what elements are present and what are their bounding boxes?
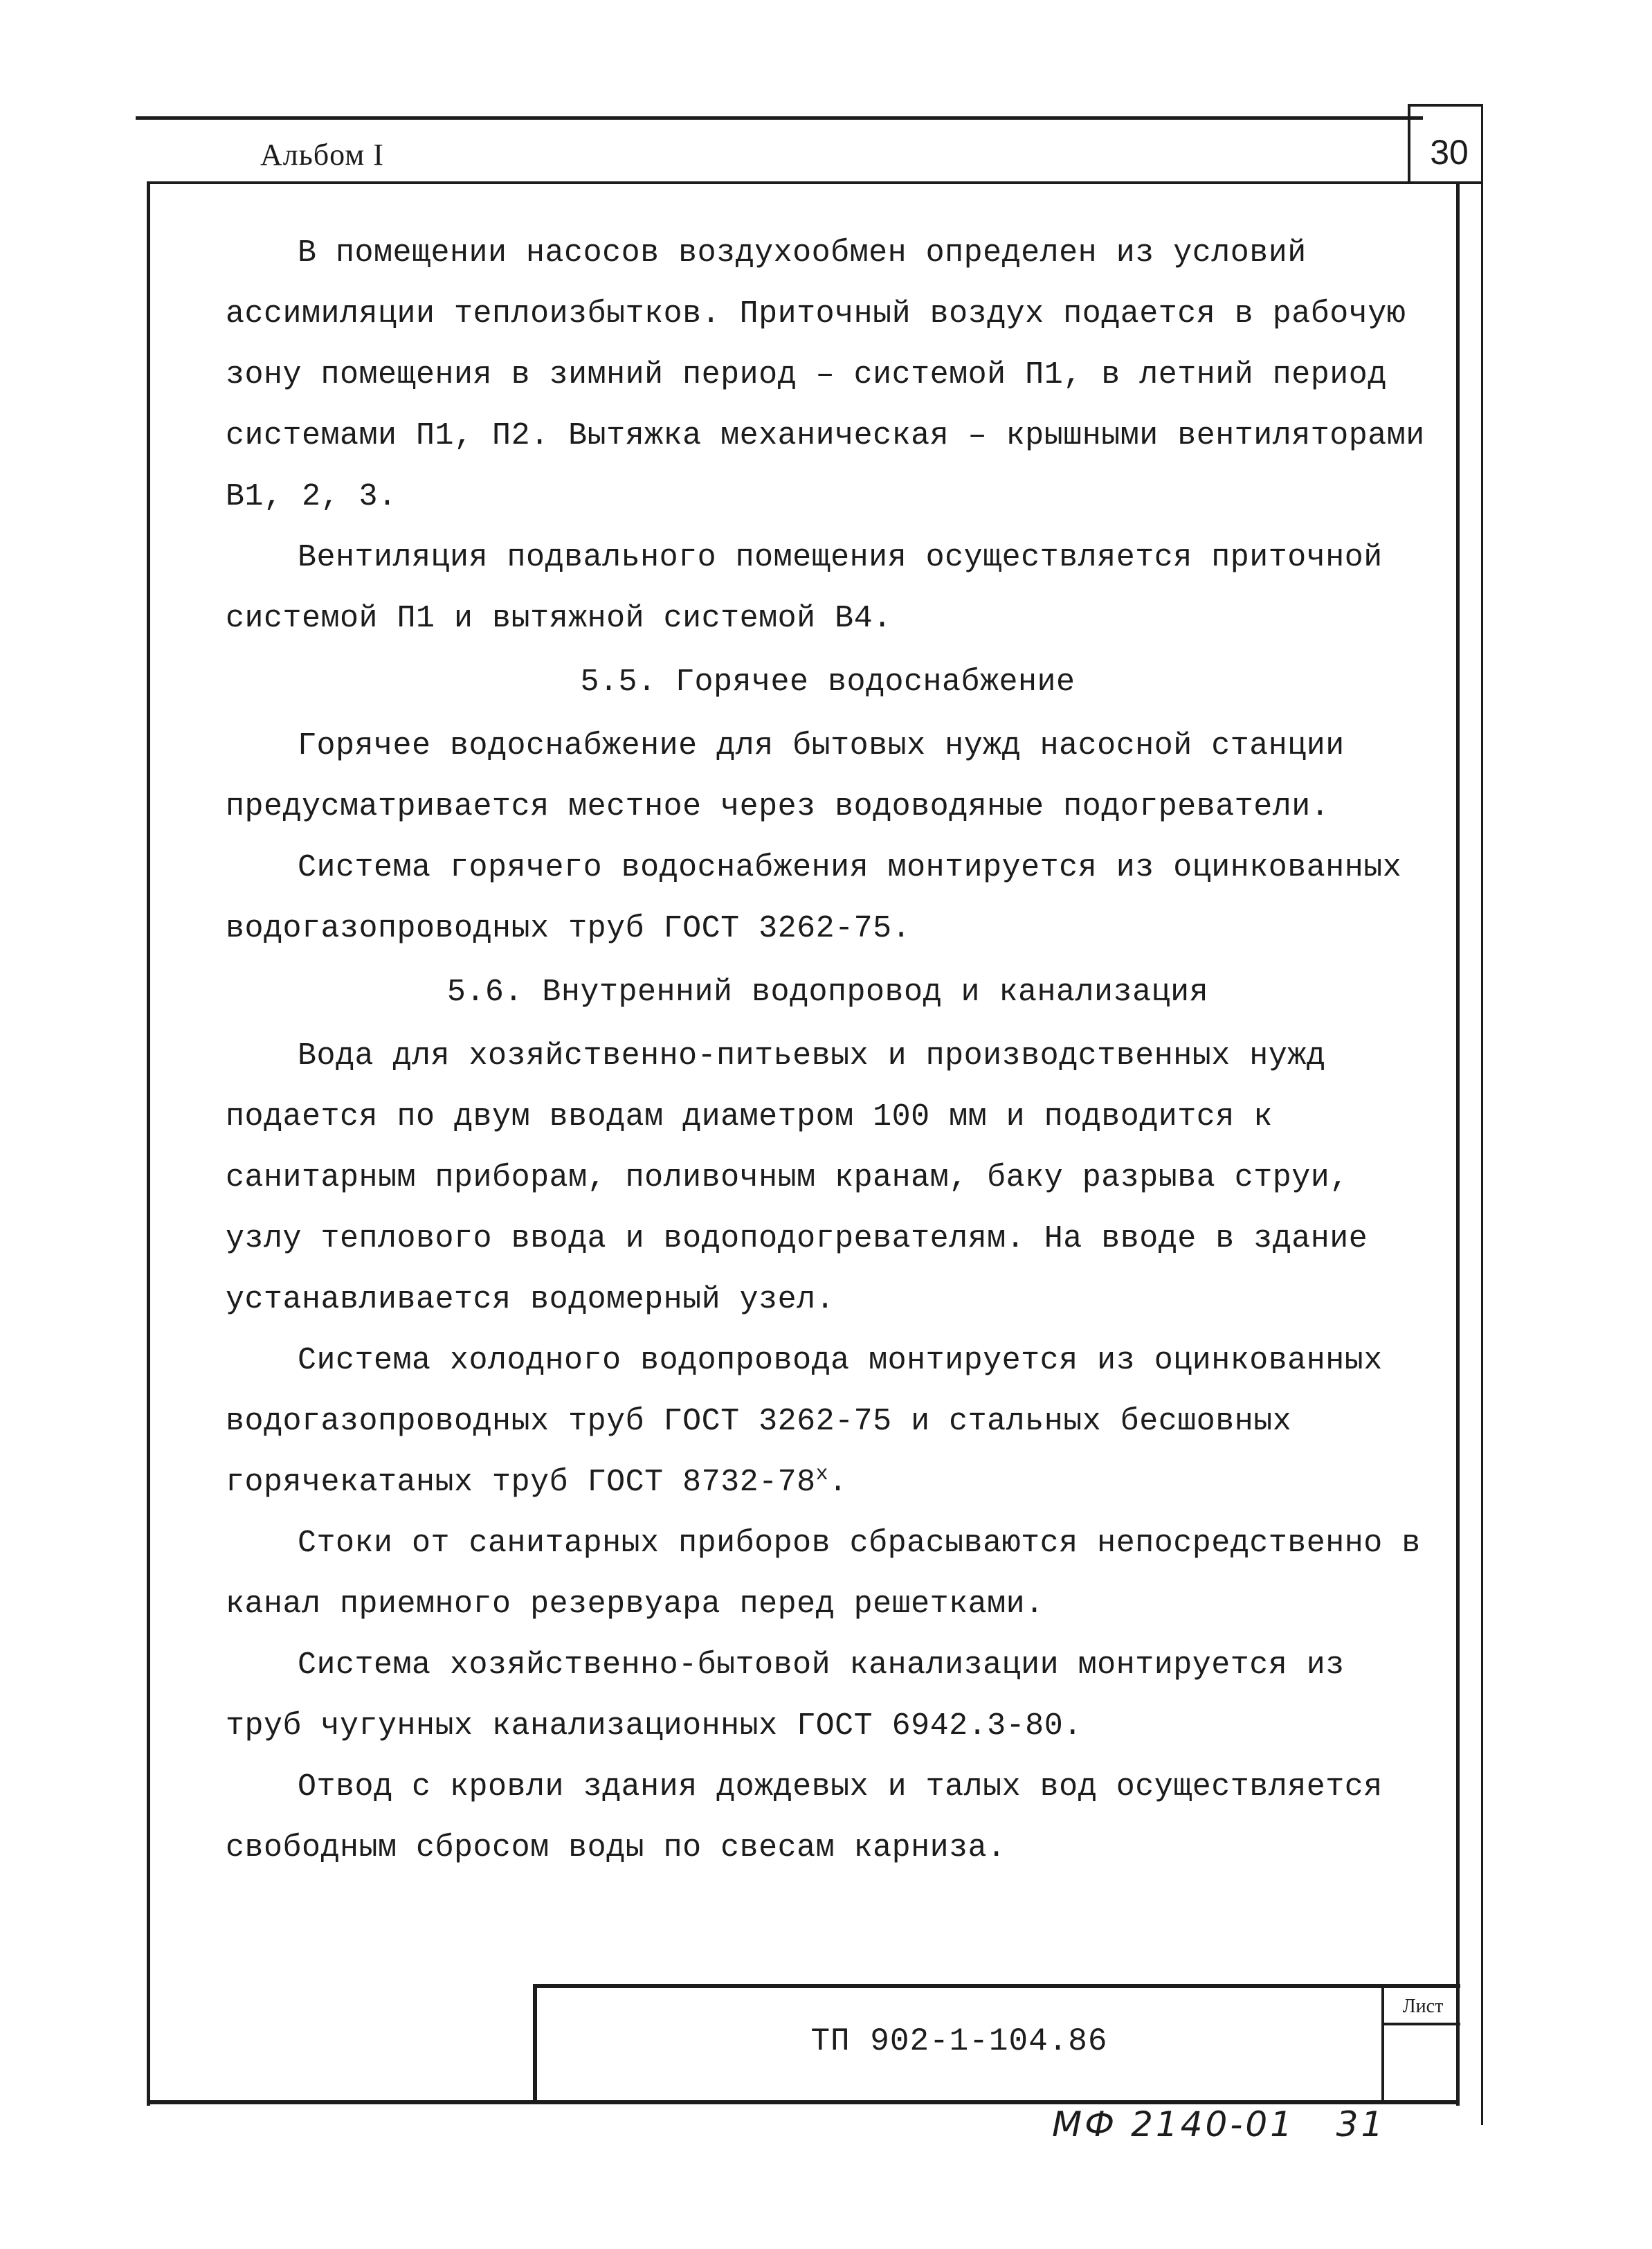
paragraph-hot-water-supply: Горячее водоснабжение для бытовых нужд насосной станции предусматривается местное через водоводяные подогреватели. xyxy=(226,728,1345,824)
title-block-top-line xyxy=(533,1984,1460,1988)
frame-header-bottom-line xyxy=(147,181,1482,184)
paragraph-roof-drainage: Отвод с кровли здания дождевых и талых вод осуществляется свободным сбросом воды по свесам карниза. xyxy=(226,1769,1383,1866)
page-number-box-top xyxy=(1408,104,1482,107)
paragraph-sewerage-pipes: Система хозяйственно-бытовой канализации монтируется из труб чугунных канализационных ГОСТ 6942.3-80. xyxy=(226,1647,1345,1744)
cold-water-pipes-text: Система холодного водопровода монтируется из оцинкованных водогазопроводных труб ГОСТ 3262-75 и стальных бесшовных горячекатаных труб ГОСТ 8732-78 xyxy=(226,1343,1383,1500)
document-body xyxy=(226,223,1430,1879)
cold-water-pipes-end: . xyxy=(828,1465,848,1500)
frame-top-line xyxy=(136,116,1423,120)
section-heading-hot-water: 5.5. Горячее водоснабжение xyxy=(580,665,1075,700)
sheet-label: Лист xyxy=(1402,1996,1444,2017)
paragraph-cold-water-pipes xyxy=(226,1330,1430,1513)
document-code: ТП 902-1-104.86 xyxy=(810,2023,1108,2059)
frame-outer-right-line xyxy=(1481,104,1483,2125)
paragraph-drains: Стоки от санитарных приборов сбрасываются непосредственно в канал приемного резервуара перед решетками. xyxy=(226,1526,1421,1622)
page-number: 30 xyxy=(1430,133,1469,172)
sheet-cell-left-line xyxy=(1381,1984,1384,2102)
paragraph-ventilation-basement: Вентиляция подвального помещения осуществляется приточной системой П1 и вытяжной системой В4. xyxy=(226,540,1383,636)
frame-right-line xyxy=(1456,181,1460,2106)
sheet-cell-divider-line xyxy=(1381,2023,1460,2025)
section-heading-water-sewerage: 5.6. Внутренний водопровод и канализация xyxy=(446,975,1209,1010)
paragraph-water-inputs: Вода для хозяйственно-питьевых и производственных нужд подается по двум вводам диаметром 100 мм и подводится к санитарным приборам, поливочным кранам, баку разрыва струи, узлу теплового ввода и водоподогревателям. На вводе в здание устанавливается водомерный узел. xyxy=(226,1038,1368,1317)
paragraph-ventilation-pumps: В помещении насосов воздухообмен определен из условий ассимиляции теплоизбытков. Приточный воздух подается в рабочую зону помещения в зимний период – системой П1, в летний период системами П1, П2. Вытяжка механическая – крышными вентиляторами В1, 2, 3. xyxy=(226,235,1425,514)
handwritten-archive-note: МФ 2140-01 31 xyxy=(1052,2104,1386,2144)
paragraph-hot-water-pipes: Система горячего водоснабжения монтируется из оцинкованных водогазопроводных труб ГОСТ 3262-75. xyxy=(226,850,1402,946)
frame-left-line xyxy=(147,181,150,2106)
album-label: Альбом I xyxy=(260,138,384,172)
page-number-box-left xyxy=(1408,104,1410,184)
gost-superscript: х xyxy=(815,1463,829,1486)
